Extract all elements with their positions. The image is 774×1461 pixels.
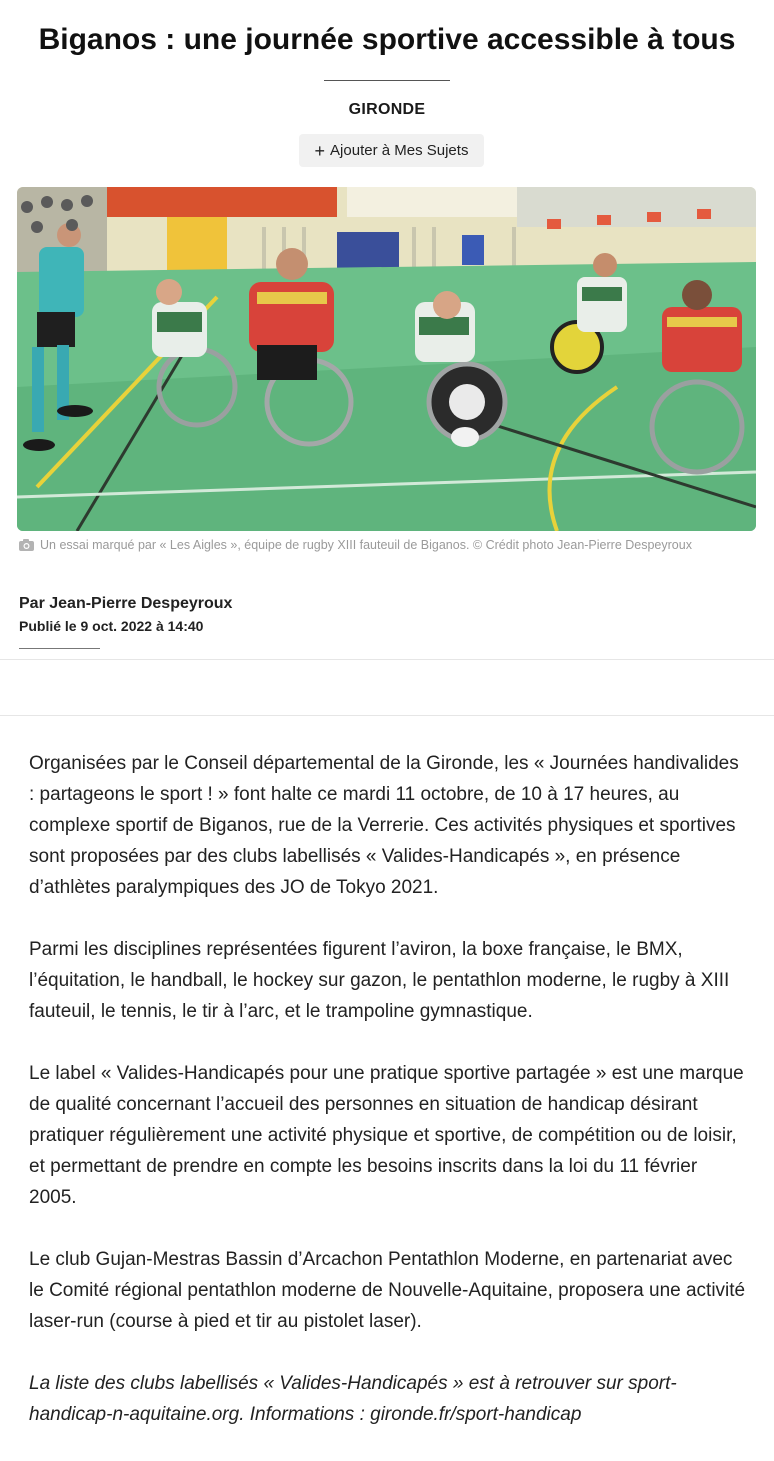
title-divider bbox=[324, 80, 450, 81]
paragraph-5-info: La liste des clubs labellisés « Valides-Handicapés » est à retrouver sur sport-handicap-n-aquitaine.org. Informations : gironde.fr/sport-handicap bbox=[29, 1373, 677, 1425]
section-label[interactable]: GIRONDE bbox=[348, 101, 426, 118]
paragraph-2: Parmi les disciplines représentées figurent l’aviron, la boxe française, le BMX, l’équitation, le handball, le hockey sur gazon, le pentathlon moderne, le rugby à XIII fauteuil, le tennis, le tir à l’arc, et le trampoline gymnastique. bbox=[29, 939, 730, 1022]
photo-caption-text: Un essai marqué par « Les Aigles », équipe de rugby XIII fauteuil de Biganos. © Crédit photo Jean-Pierre Despeyroux bbox=[40, 538, 692, 552]
photo-caption bbox=[19, 537, 719, 556]
plus-icon: + bbox=[314, 140, 326, 161]
paragraph-4: Le club Gujan-Mestras Bassin d’Arcachon Pentathlon Moderne, en partenariat avec le Comité régional pentathlon moderne de Nouvelle-Aquitaine, proposera une activité laser-run (course à pied et tir au pistolet laser). bbox=[29, 1249, 746, 1332]
wheelchair-rugby-photo bbox=[17, 187, 756, 531]
article-body bbox=[29, 748, 749, 1461]
separator-top bbox=[0, 659, 774, 660]
separator-bottom bbox=[0, 715, 774, 716]
author-byline: Par Jean-Pierre Despeyroux bbox=[19, 595, 233, 612]
add-to-my-topics-label: Ajouter à Mes Sujets bbox=[330, 142, 469, 159]
article-photo[interactable] bbox=[17, 187, 756, 531]
byline-divider bbox=[19, 648, 100, 649]
published-date: Publié le 9 oct. 2022 à 14:40 bbox=[19, 618, 204, 634]
article-title: Biganos : une journée sportive accessible à tous bbox=[38, 23, 736, 56]
paragraph-1: Organisées par le Conseil départemental de la Gironde, les « Journées handivalides : partageons le sport ! » font halte ce mardi 11 octobre, de 10 à 17 heures, au complexe sportif de Biganos, rue de la Verrerie. Ces activités physiques et sportives sont proposées par des clubs labellisés « Valides-Handicapés », en présence d’athlètes paralympiques des JO de Tokyo 2021. bbox=[29, 753, 739, 898]
paragraph-3: Le label « Valides-Handicapés pour une pratique sportive partagée » est une marque de qualité concernant l’accueil des personnes en situation de handicap désirant pratiquer régulièrement une activité physique et sportive, de compétition ou de loisir, et permettant de prendre en compte les besoins inscrits dans la loi du 11 février 2005. bbox=[29, 1063, 744, 1208]
camera-icon bbox=[19, 539, 34, 556]
add-to-my-topics-button[interactable] bbox=[299, 134, 484, 167]
